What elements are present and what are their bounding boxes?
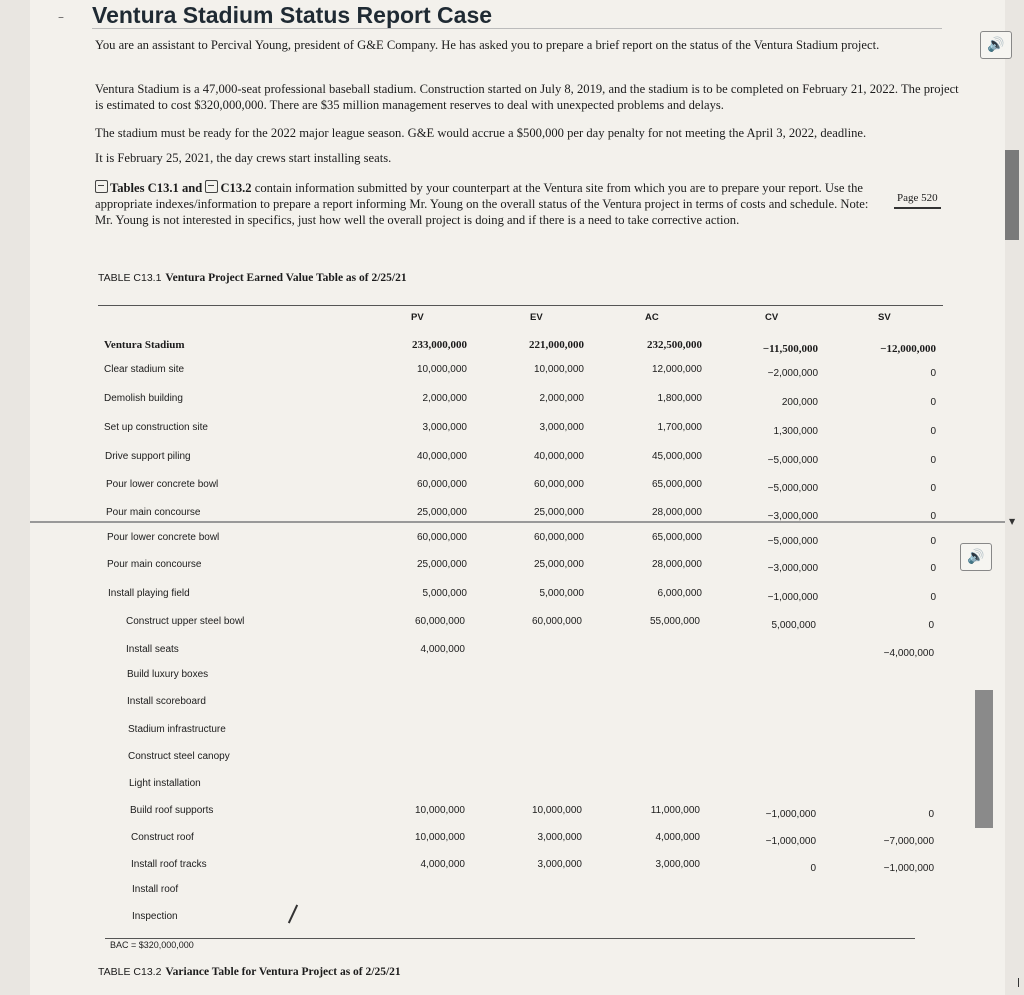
row-label: Install seats — [126, 644, 179, 655]
cell-sv: 0 — [930, 368, 936, 379]
cell-sv: −12,000,000 — [880, 343, 936, 355]
scroll-down-arrow-icon[interactable]: ▼ — [1009, 517, 1016, 526]
row-label: Drive support piling — [105, 451, 191, 462]
cell-ac: 232,500,000 — [647, 339, 702, 351]
page-title: Ventura Stadium Status Report Case — [92, 2, 493, 28]
cell-sv: 0 — [930, 511, 936, 522]
cell-ac: 3,000,000 — [655, 859, 700, 870]
cell-pv: 60,000,000 — [416, 479, 467, 490]
cell-cv: 5,000,000 — [771, 620, 816, 631]
cell-pv: 233,000,000 — [412, 339, 467, 351]
cell-sv: 0 — [930, 536, 936, 547]
cell-cv: −1,000,000 — [765, 836, 816, 847]
cell-pv: 4,000,000 — [420, 644, 465, 655]
row-label: Install scoreboard — [127, 696, 206, 707]
cell-ac: 4,000,000 — [655, 832, 700, 843]
table1-top-rule — [98, 305, 943, 306]
speaker-icon[interactable]: 🔊 — [960, 543, 992, 571]
instructions-paragraph — [95, 180, 885, 228]
cell-cv: −1,000,000 — [765, 809, 816, 820]
cell-sv: 0 — [930, 592, 936, 603]
instructions-text: contain information submitted by your counterpart at the Ventura site from which you are to prepare your report. Use the appropriate indexes/information to prepare a report informing Mr. Young on the overall status of the Ventura project in terms of costs and schedule. Note: Mr. Young is not interested in specifics, just how well the overall project is doing and if there is a need to take corrective action. — [95, 181, 869, 227]
cell-ac: 11,000,000 — [650, 805, 700, 816]
cell-ev: 60,000,000 — [533, 479, 584, 490]
row-label: Pour lower concrete bowl — [106, 479, 219, 490]
row-label: Clear stadium site — [104, 364, 185, 375]
cell-ev: 25,000,000 — [533, 559, 584, 570]
cell-pv: 60,000,000 — [416, 532, 467, 543]
column-header-ac: AC — [645, 312, 659, 323]
cell-cv: −11,500,000 — [762, 343, 818, 355]
table-link-icon[interactable] — [205, 180, 218, 193]
table1-title: Ventura Project Earned Value Table as of 2/25/21 — [165, 272, 407, 284]
page-mark: – — [58, 10, 64, 24]
row-label: Inspection — [132, 911, 178, 922]
table2-number: TABLE C13.2 — [98, 966, 162, 978]
cell-sv: 0 — [930, 426, 936, 437]
table-link-icon[interactable] — [95, 180, 108, 193]
column-header-pv: PV — [411, 312, 424, 323]
row-label: Pour main concourse — [106, 507, 201, 518]
cell-pv: 60,000,000 — [414, 616, 465, 627]
cell-cv: −3,000,000 — [767, 511, 818, 522]
cell-sv: 0 — [930, 397, 936, 408]
cell-pv: 10,000,000 — [414, 805, 465, 816]
row-label: Install roof tracks — [131, 859, 207, 870]
deadline-paragraph: The stadium must be ready for the 2022 major league season. G&E would accrue a $500,000 per day penalty for not meeting the April 3, 2022, deadline. — [95, 126, 867, 140]
screen-fold-line — [30, 521, 1005, 523]
cell-ev: 25,000,000 — [533, 507, 584, 518]
row-label: Stadium infrastructure — [128, 724, 226, 735]
cell-ev: 3,000,000 — [539, 422, 584, 433]
cell-cv: −5,000,000 — [767, 455, 818, 466]
column-header-cv: CV — [765, 312, 779, 323]
cell-ev: 10,000,000 — [533, 364, 584, 375]
row-label: Build roof supports — [130, 805, 214, 816]
date-paragraph: It is February 25, 2021, the day crews start installing seats. — [95, 151, 392, 165]
cell-ev: 10,000,000 — [531, 805, 582, 816]
cell-ac: 55,000,000 — [649, 616, 700, 627]
row-label: Light installation — [129, 778, 201, 789]
cell-ac: 45,000,000 — [651, 451, 702, 462]
cell-ac: 28,000,000 — [651, 507, 702, 518]
cell-sv: 0 — [928, 809, 934, 820]
cell-cv: 200,000 — [781, 397, 818, 408]
title-divider — [92, 28, 942, 29]
row-label: Ventura Stadium — [104, 339, 185, 351]
table1-bottom-rule — [105, 938, 915, 939]
cell-ac: 65,000,000 — [651, 479, 702, 490]
cell-cv: 0 — [810, 863, 816, 874]
cell-pv: 4,000,000 — [420, 859, 465, 870]
cell-ev: 60,000,000 — [533, 532, 584, 543]
row-label: Pour lower concrete bowl — [107, 532, 220, 543]
intro-paragraph: You are an assistant to Percival Young, president of G&E Company. He has asked you to prepare a brief report on the status of the Ventura Stadium project. — [95, 38, 880, 52]
cell-pv: 3,000,000 — [422, 422, 467, 433]
cell-sv: 0 — [930, 455, 936, 466]
row-label: Set up construction site — [104, 422, 208, 433]
cell-ev: 40,000,000 — [533, 451, 584, 462]
cell-ev: 3,000,000 — [537, 859, 582, 870]
cell-ac: 12,000,000 — [651, 364, 702, 375]
cell-sv: 0 — [930, 563, 936, 574]
cell-ev: 3,000,000 — [537, 832, 582, 843]
cell-pv: 10,000,000 — [416, 364, 467, 375]
cell-pv: 25,000,000 — [416, 559, 467, 570]
cell-sv: 0 — [928, 620, 934, 631]
column-header-sv: SV — [878, 312, 891, 323]
row-label: Install roof — [132, 884, 179, 895]
cell-cv: 1,300,000 — [773, 426, 818, 437]
row-label: Demolish building — [104, 393, 183, 404]
cell-cv: −2,000,000 — [767, 368, 818, 379]
table2-caption — [98, 966, 401, 978]
table-ref-2[interactable]: C13.2 — [220, 181, 252, 195]
cell-ev: 5,000,000 — [539, 588, 584, 599]
row-label: Build luxury boxes — [127, 669, 209, 680]
table1-caption — [98, 272, 407, 284]
row-label: Construct roof — [131, 832, 194, 843]
text-cursor — [1018, 978, 1019, 987]
textbook-page — [30, 0, 1005, 995]
scrollbar-thumb[interactable] — [1005, 150, 1019, 240]
cell-ac: 28,000,000 — [651, 559, 702, 570]
bac-note: BAC = $320,000,000 — [110, 940, 194, 950]
cell-ev: 60,000,000 — [531, 616, 582, 627]
cell-sv: −4,000,000 — [883, 648, 934, 659]
cell-ac: 6,000,000 — [657, 588, 702, 599]
cell-cv: −5,000,000 — [767, 536, 818, 547]
cell-cv: −3,000,000 — [767, 563, 818, 574]
cell-pv: 40,000,000 — [416, 451, 467, 462]
row-label: Install playing field — [108, 588, 190, 599]
cell-pv: 5,000,000 — [422, 588, 467, 599]
row-label: Pour main concourse — [107, 559, 202, 570]
cell-ev: 2,000,000 — [539, 393, 584, 404]
cell-sv: −7,000,000 — [883, 836, 934, 847]
table-ref-1[interactable]: Tables C13.1 and — [110, 181, 203, 195]
column-header-ev: EV — [530, 312, 543, 323]
stadium-paragraph: Ventura Stadium is a 47,000-seat professional baseball stadium. Construction started on July 8, 2019, and the stadium is to be completed on February 21, 2022. The project is estimated to cost $320,000,000. There are $35 million management reserves to deal with unexpected problems and delays. — [95, 82, 959, 112]
cell-pv: 25,000,000 — [416, 507, 467, 518]
pen-mark — [288, 905, 298, 924]
cell-sv: 0 — [930, 483, 936, 494]
cell-ac: 1,800,000 — [657, 393, 702, 404]
row-label: Construct steel canopy — [128, 751, 230, 762]
page-reference: Page 520 — [894, 192, 941, 209]
table2-title: Variance Table for Ventura Project as of 2/25/21 — [165, 966, 401, 978]
cell-pv: 2,000,000 — [422, 393, 467, 404]
cell-ev: 221,000,000 — [529, 339, 584, 351]
cell-cv: −5,000,000 — [767, 483, 818, 494]
cell-ac: 1,700,000 — [657, 422, 702, 433]
speaker-icon[interactable]: 🔊 — [980, 31, 1012, 59]
table1-number: TABLE C13.1 — [98, 272, 162, 284]
scrollbar-thumb-lower[interactable] — [975, 690, 993, 828]
cell-pv: 10,000,000 — [414, 832, 465, 843]
row-label: Construct upper steel bowl — [126, 616, 245, 627]
cell-ac: 65,000,000 — [651, 532, 702, 543]
cell-cv: −1,000,000 — [767, 592, 818, 603]
cell-sv: −1,000,000 — [883, 863, 934, 874]
